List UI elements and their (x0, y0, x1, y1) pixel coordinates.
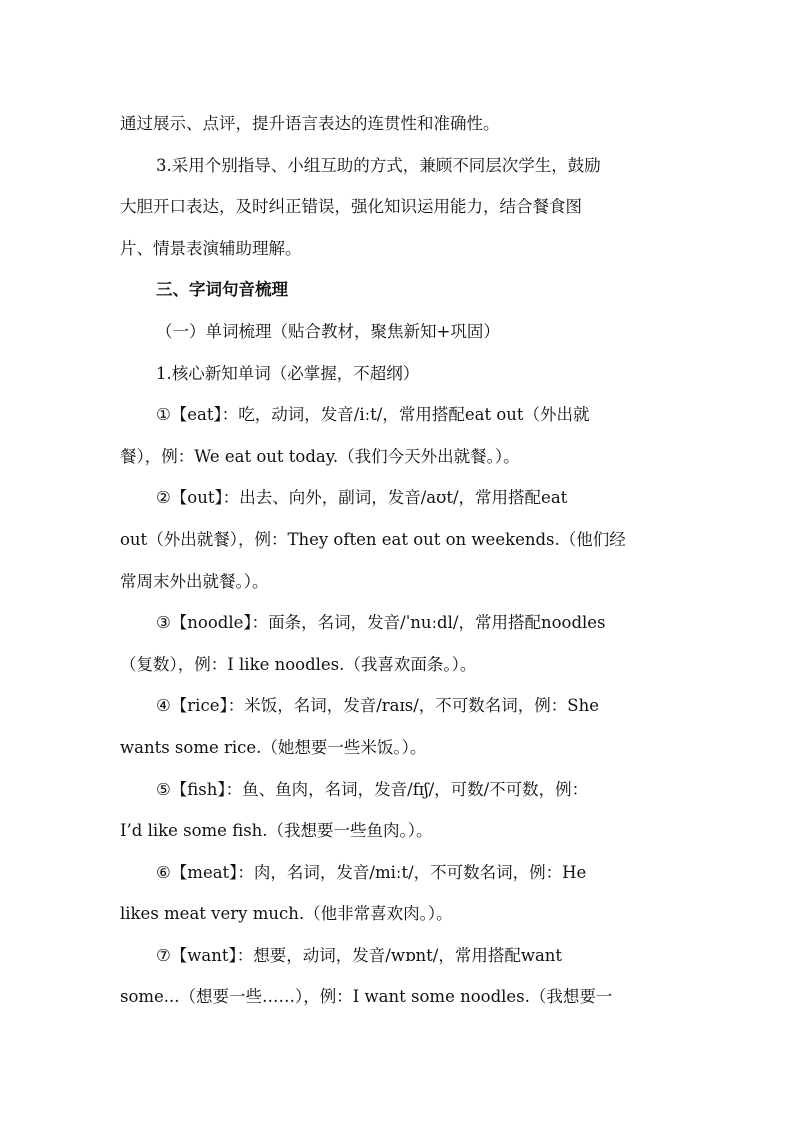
paragraph-line: （复数），例：I like noodles.（我喜欢面条。）。 (120, 654, 477, 674)
paragraph-line: out（外出就餐），例：They often eat out on weekends.（他们经 (120, 529, 626, 549)
paragraph-line: wants some rice.（她想要一些米饭。）。 (120, 737, 427, 757)
paragraph-line: 通过展示、点评，提升语言表达的连贯性和准确性。 (120, 114, 500, 133)
document-body (120, 103, 676, 1018)
word-entry-fish: ⑤【fish】：鱼、鱼肉，名词，发音/fɪʃ/，可数/不可数，例： (156, 779, 589, 799)
paragraph-line: some...（想要一些……），例：I want some noodles.（我想要一 (120, 987, 613, 1007)
word-entry-noodle: ③【noodle】：面条，名词，发音/ˈnuːdl/，常用搭配noodles (156, 613, 606, 633)
paragraph-line: 大胆开口表达，及时纠正错误，强化知识运用能力，结合餐食图 (120, 197, 582, 217)
paragraph-line: 餐），例：We eat out today.（我们今天外出就餐。）。 (120, 446, 520, 466)
word-entry-rice: ④【rice】：米饭，名词，发音/raɪs/，不可数名词，例：She (156, 696, 599, 716)
subsection-heading: （一）单词梳理（贴合教材，聚焦新知+巩固） (156, 321, 500, 341)
word-entry-eat: ①【eat】：吃，动词，发音/iːt/，常用搭配eat out（外出就 (156, 405, 590, 425)
section-heading: 三、字词句音梳理 (156, 280, 288, 300)
paragraph-line: 3.采用个别指导、小组互助的方式，兼顾不同层次学生，鼓励 (156, 155, 601, 175)
paragraph-line: I’d like some fish.（我想要一些鱼肉。）。 (120, 821, 433, 841)
paragraph-line: likes meat very much.（他非常喜欢肉。）。 (120, 904, 453, 924)
word-entry-meat: ⑥【meat】：肉，名词，发音/miːt/，不可数名词，例：He (156, 862, 587, 882)
word-entry-want: ⑦【want】：想要，动词，发音/wɒnt/，常用搭配want (156, 945, 563, 965)
paragraph-line: 片、情景表演辅助理解。 (120, 238, 302, 258)
list-heading: 1.核心新知单词（必掌握，不超纲） (156, 363, 420, 383)
word-entry-out: ②【out】：出去、向外，副词，发音/aʊt/，常用搭配eat (156, 488, 568, 508)
paragraph-line: 常周末外出就餐。）。 (120, 571, 269, 591)
